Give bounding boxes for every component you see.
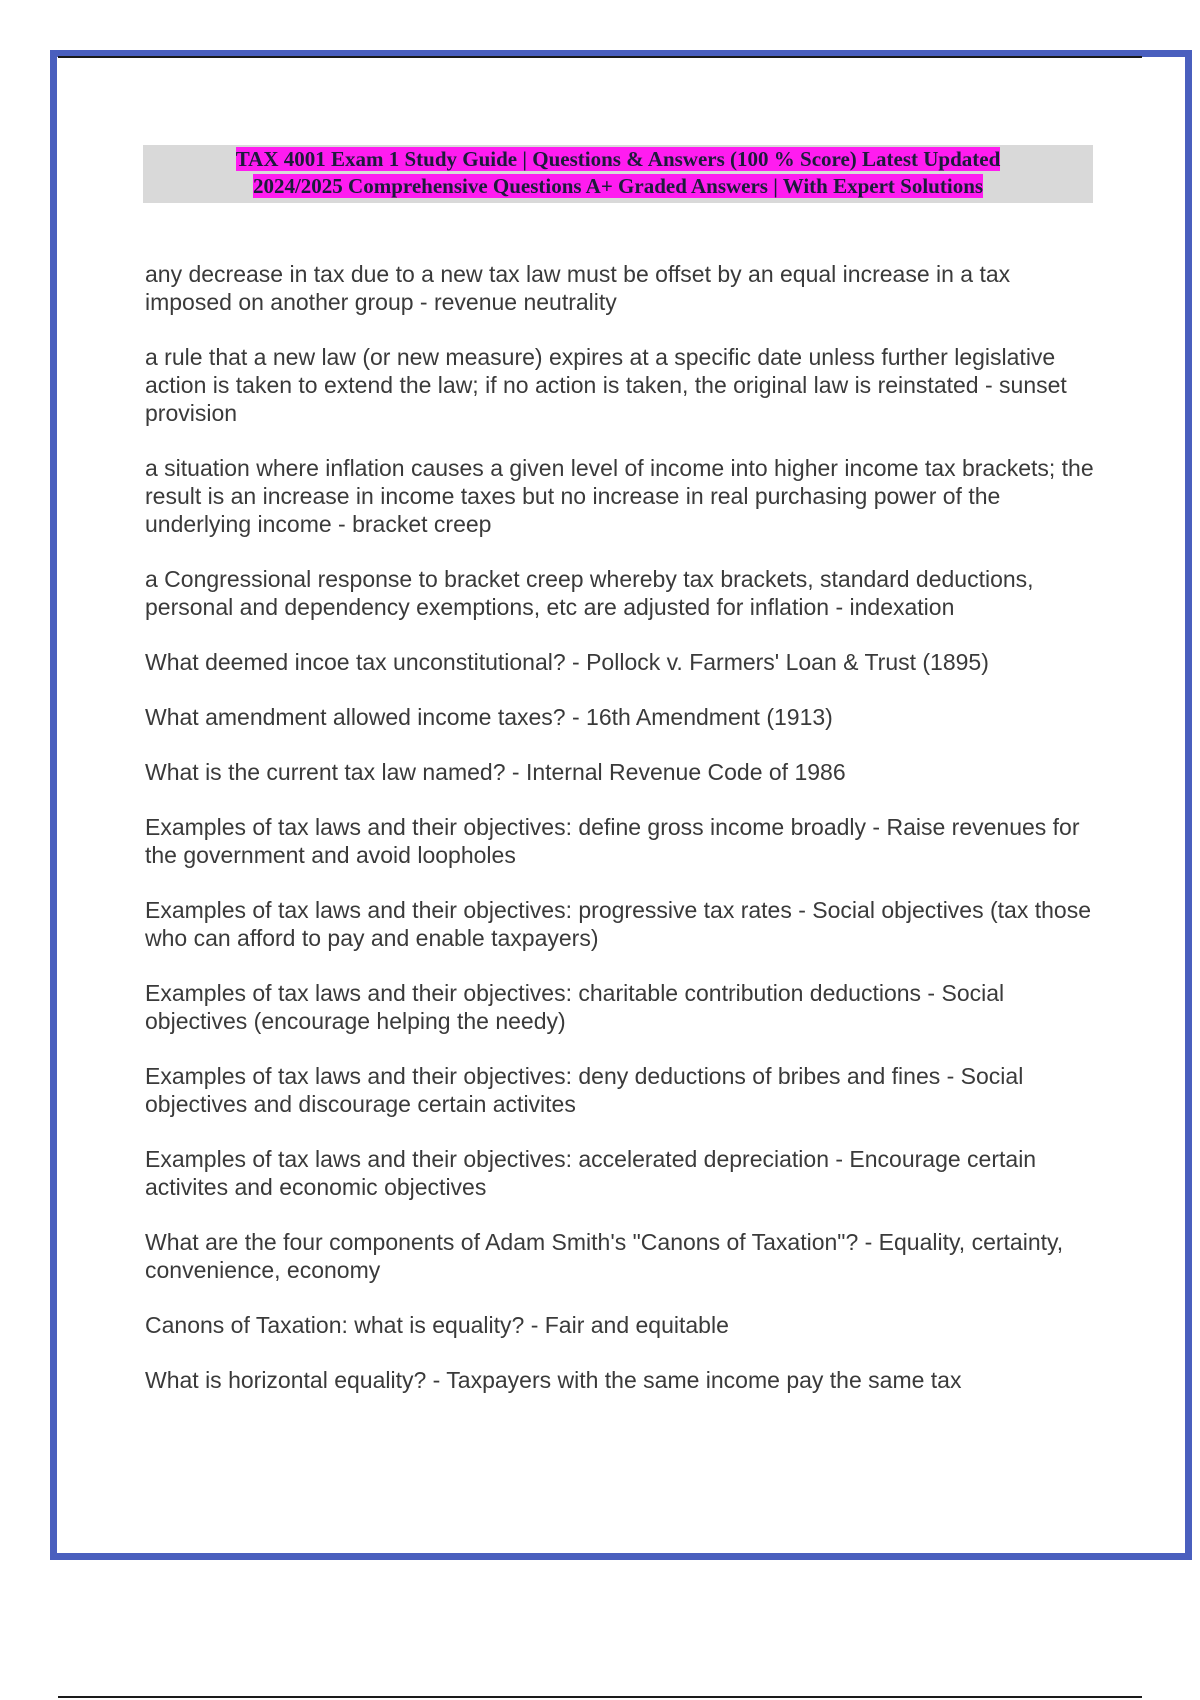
qa-item: Canons of Taxation: what is equality? - Fair and equitable	[145, 1312, 729, 1338]
qa-item: Examples of tax laws and their objectives: define gross income broadly - Raise revenues for the government and avoid loopholes	[145, 814, 1080, 868]
qa-item: What are the four components of Adam Smith's "Canons of Taxation"? - Equality, certainty, convenience, economy	[145, 1229, 1064, 1283]
qa-item: Examples of tax laws and their objectives: accelerated depreciation - Encourage certain activites and economic objectives	[145, 1146, 1037, 1200]
title-line-2: 2024/2025 Comprehensive Questions A+ Graded Answers | With Expert Solutions	[252, 174, 984, 198]
qa-item: a rule that a new law (or new measure) expires at a specific date unless further legislative action is taken to extend the law; if no action is taken, the original law is reinstated - sunset provision	[145, 344, 1067, 426]
qa-item: What deemed incoe tax unconstitutional? - Pollock v. Farmers' Loan & Trust (1895)	[145, 649, 989, 675]
qa-item: Examples of tax laws and their objectives: progressive tax rates - Social objectives (tax those who can afford to pay and enable taxpayers)	[145, 897, 1091, 951]
bottom-rule	[58, 1696, 1142, 1698]
qa-item: Examples of tax laws and their objectives: charitable contribution deductions - Social objectives (encourage helping the needy)	[145, 980, 1005, 1034]
top-rule	[58, 56, 1142, 58]
qa-item: Examples of tax laws and their objectives: deny deductions of bribes and fines - Social objectives and discourage certain activites	[145, 1063, 1024, 1117]
qa-item: a situation where inflation causes a given level of income into higher income tax brackets; the result is an increase in income taxes but no increase in real purchasing power of the underlying income - bracket creep	[145, 455, 1094, 537]
qa-item: a Congressional response to bracket creep whereby tax brackets, standard deductions, personal and dependency exemptions, etc are adjusted for inflation - indexation	[145, 566, 1034, 620]
title-line-1: TAX 4001 Exam 1 Study Guide | Questions & Answers (100 % Score) Latest Updated	[235, 147, 1001, 171]
document-title	[143, 145, 1093, 203]
qa-item: What is the current tax law named? - Internal Revenue Code of 1986	[145, 759, 846, 785]
qa-list	[145, 260, 1095, 1421]
qa-item: What amendment allowed income taxes? - 16th Amendment (1913)	[145, 704, 833, 730]
qa-item: What is horizontal equality? - Taxpayers with the same income pay the same tax	[145, 1367, 962, 1393]
qa-item: any decrease in tax due to a new tax law must be offset by an equal increase in a tax imposed on another group - revenue neutrality	[145, 261, 1011, 315]
